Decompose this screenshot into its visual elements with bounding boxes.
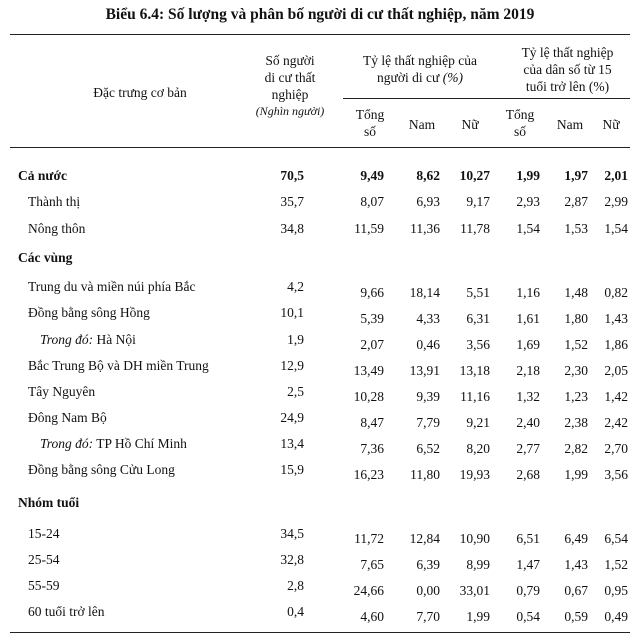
- header-rate-migrant: Tỷ lệ thất nghiệp của người di cư (%): [363, 53, 477, 85]
- table-row: Thành thị 35,7 8,07 6,93 9,17 2,93 2,87 2,99: [28, 194, 628, 209]
- table-row: 25-54 32,8 7,65 6,39 8,99 1,47 1,43 1,52: [28, 552, 628, 572]
- section-heading: Nhóm tuổi: [18, 495, 80, 510]
- header-count: Số người di cư thất nghiệp (Nghìn người): [255, 53, 325, 118]
- sub-migrant-total: Tổng số: [355, 107, 385, 139]
- sub-migrant-female: Nữ: [461, 117, 479, 132]
- table-row: Bắc Trung Bộ và DH miền Trung 12,9 13,49 13,91 13,18 2,18 2,30 2,05: [28, 358, 628, 378]
- table-row: Tây Nguyên 2,5 10,28 9,39 11,16 1,32 1,23 1,42: [28, 384, 628, 404]
- table-row: Đồng bằng sông Hồng 10,1 5,39 4,33 6,31 1,61 1,80 1,43: [28, 305, 628, 326]
- subheader-rule: [343, 98, 630, 99]
- table-row: Trung du và miền núi phía Bắc 4,2 9,66 18,14 5,51 1,16 1,48 0,82: [28, 279, 628, 300]
- sub-migrant-male: Nam: [408, 117, 436, 132]
- top-rule: [10, 34, 630, 35]
- header-feature: Đặc trưng cơ bản: [93, 85, 187, 100]
- sub-pop-male: Nam: [556, 117, 584, 132]
- table-row: 60 tuổi trở lên 0,4 4,60 7,70 1,99 0,54 0,59 0,49: [28, 604, 628, 624]
- table-row: Nông thôn 34,8 11,59 11,36 11,78 1,54 1,53 1,54: [28, 221, 628, 236]
- table-row: Cả nước 70,5 9,49 8,62 10,27 1,99 1,97 2,01: [18, 168, 628, 183]
- table-row: Đông Nam Bộ 24,9 8,47 7,79 9,21 2,40 2,38 2,42: [28, 410, 628, 430]
- bottom-rule: [10, 632, 630, 633]
- table-row: Đồng bằng sông Cửu Long 15,9 16,23 11,80 19,93 2,68 1,99 3,56: [28, 462, 628, 482]
- table-row: Trong đó: TP Hồ Chí Minh 13,4 7,36 6,52 8,20 2,77 2,82 2,70: [40, 436, 628, 456]
- header-rate-population: Tỷ lệ thất nghiệp của dân số từ 15 tuổi trở lên (%): [521, 45, 614, 94]
- sub-pop-total: Tổng số: [505, 107, 535, 139]
- sub-pop-female: Nữ: [602, 117, 620, 132]
- table-row: 15-24 34,5 11,72 12,84 10,90 6,51 6,49 6,54: [28, 526, 628, 546]
- table-title: Biểu 6.4: Số lượng và phân bố người di cư thất nghiệp, năm 2019: [105, 6, 535, 23]
- table-row: 55-59 2,8 24,66 0,00 33,01 0,79 0,67 0,95: [28, 578, 628, 598]
- header-bottom-rule: [10, 147, 630, 148]
- section-heading: Các vùng: [18, 250, 73, 265]
- table-row: Trong đó: Hà Nội 1,9 2,07 0,46 3,56 1,69 1,52 1,86: [40, 332, 628, 352]
